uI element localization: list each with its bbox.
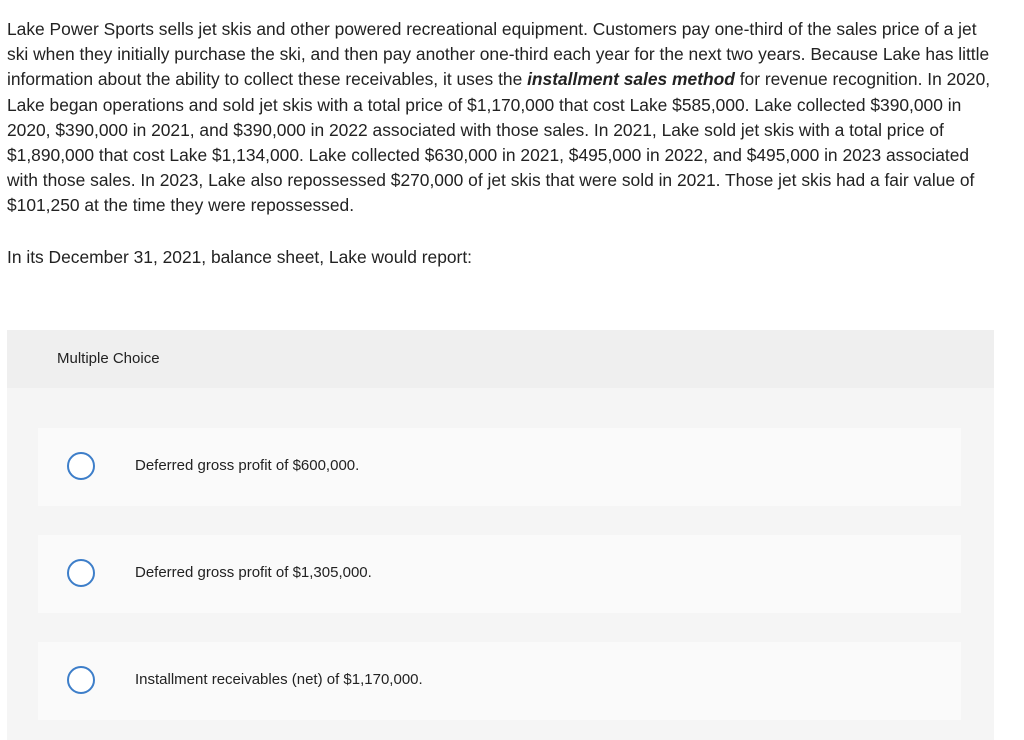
multiple-choice-header [7,330,994,388]
radio-button-icon[interactable] [67,666,95,694]
question-prompt: In its December 31, 2021, balance sheet, Lake would report: [7,247,472,267]
multiple-choice-panel [7,330,994,740]
answer-option-label: Installment receivables (net) of $1,170,000. [135,671,423,688]
question-text-part-1: Lake Power Sports sells jet skis and other powered recreational equipment. Customers pay one-third of the sales price of a jet ski when they initially purchase the ski, and then pay another one-third each year for the next two years. Because Lake has little information about the ability to collect these receivables, it uses the [7,19,990,90]
question-text [7,17,999,219]
answer-option-2[interactable] [38,535,961,613]
radio-button-icon[interactable] [67,559,95,587]
multiple-choice-label: Multiple Choice [57,350,160,367]
installment-sales-method-term: installment sales method [527,69,735,90]
answer-option-label: Deferred gross profit of $600,000. [135,457,360,474]
answer-option-label: Deferred gross profit of $1,305,000. [135,564,372,581]
answer-option-1[interactable] [38,428,961,506]
question-text-part-2: for revenue recognition. In 2020, Lake began operations and sold jet skis with a total price of $1,170,000 that cost Lake $585,000. Lake collected $390,000 in 2020, $390,000 in 2021, and $390,000 in 2022 associated with those sales. In 2021, Lake sold jet skis with a total price of $1,890,000 that cost Lake $1,134,000. Lake collected $630,000 in 2021, $495,000 in 2022, and $495,000 in 2023 associated with those sales. In 2023, Lake also repossessed $270,000 of jet skis that were sold in 2021. Those jet skis had a fair value of $101,250 at the time they were repossessed. [7,69,991,216]
answer-option-3[interactable] [38,642,961,720]
radio-button-icon[interactable] [67,452,95,480]
question-paragraph [7,17,999,219]
